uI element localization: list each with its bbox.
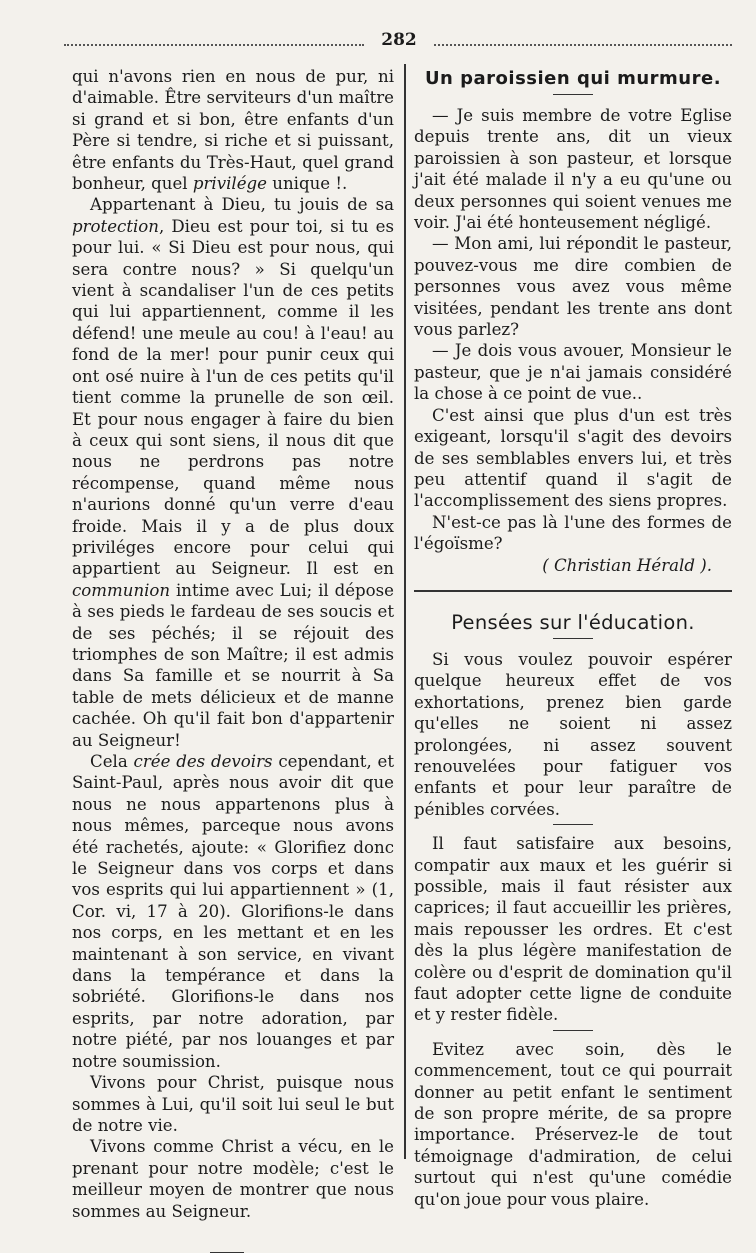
paragraph	[414, 833, 732, 1026]
page-header	[64, 30, 732, 56]
paragraph	[414, 405, 732, 512]
italic-text: communion	[72, 580, 171, 600]
text-run: Evitez avec soin, dès le commencement, tout ce qui pourrait donner au petit enfant le sentiment de son propre mérite, de sa propre importance. Préservez-le de tout témoignage d'admiration, de celui surtout qui n'est qu'une comédie qu'on joue pour vous plaire.	[414, 1039, 732, 1209]
text-run: Appartenant à Dieu, tu jouis de sa	[90, 195, 394, 215]
title-rule	[553, 638, 593, 639]
text-run: qui n'avons rien en nous de pur, ni d'aimable. Être serviteurs d'un maître si grand et si bon, être enfants d'un Père si tendre, si riche et si puissant, être enfants du Très-Haut, quel grand bonheur, quel	[72, 67, 394, 194]
text-run: — Je suis membre de votre Eglise depuis trente ans, dit un vieux paroissien à son pasteur, et lorsque j'ait été malade il n'y a eu qu'une ou deux personnes qui soient venues me voir. J'ai été honteusement négligé.	[414, 106, 732, 233]
italic-text: privilége	[192, 174, 267, 194]
italic-text: crée des devoirs	[133, 752, 273, 771]
text-run: C'est ainsi que plus d'un est très exigeant, lorsqu'il s'agit des devoirs de ses semblables envers lui, et très peu attentif quand il s'agit de l'accomplissement des siens propres.	[414, 405, 732, 511]
paragraph	[72, 1136, 394, 1222]
article-body	[414, 105, 732, 555]
article-body	[414, 649, 732, 1210]
italic-text: protection	[72, 216, 159, 236]
header-dotted-rule-right	[434, 44, 732, 46]
paragraph	[414, 340, 732, 404]
section-rule	[553, 1030, 593, 1031]
text-run: cependant, et Saint-Paul, après nous avoir dit que nous ne nous appartenons plus à nous mêmes, parceque nous avons été rachetés, ajoute: « Glorifiez donc le Seigneur dans vos corps et dans vos esprits qui lui appartiennent » (1, Cor. vi, 17 à 20). Glorifions-le dans nos corps, en les mettant et en les maintenant à son service, en vivant dans la tempérance et dans la sobriété. Glorifions-le dans nos esprits, par notre adoration, par notre piété, par nos louanges et par notre soumission.	[72, 752, 395, 1071]
text-run: — Mon ami, lui répondit le pasteur, pouvez-vous me dire combien de personnes vous avez vous même visitées, pendant les trente ans dont vous parlez?	[414, 234, 732, 340]
text-run: Si vous voulez pouvoir espérer quelque heureux effet de vos exhortations, prenez bien garde qu'elles ne soient ni assez prolongées, ni assez souvent renouvelées pour fatiguer vos enfants et pour leur paraître de pénibles corvées.	[414, 649, 732, 819]
text-run: unique !.	[267, 174, 348, 194]
right-column	[414, 66, 732, 1210]
text-run: Il faut satisfaire aux besoins, compatir aux maux et les guérir si possible, mais il faut résister aux caprices; il faut accueillir les prières, mais repousser les ordres. Et c'est dès la plus légère manifestation de colère ou d'esprit de domination qu'il faut adopter cette ligne de conduite et y rester fidèle.	[414, 834, 732, 1025]
header-dotted-rule-left	[64, 44, 364, 46]
paragraph	[72, 194, 394, 751]
text-run: Cela	[90, 752, 134, 771]
paragraph	[414, 1039, 732, 1210]
title-rule	[553, 94, 593, 95]
paragraph	[414, 512, 732, 555]
text-run: N'est-ce pas là l'une des formes de l'égoïsme?	[414, 512, 732, 554]
paragraph	[72, 1072, 394, 1136]
text-run: intime avec Lui; il dépose à ses pieds le fardeau de ses soucis et de ses péchés; il se réjouit des triomphes de son Maître; il est admis dans Sa famille et se nourrit à Sa table de mets délicieux et de manne cachée. Oh qu'il fait bon d'appartenir au Seigneur!	[72, 580, 394, 750]
paragraph	[414, 649, 732, 820]
article-attribution: ( Christian Hérald ).	[542, 555, 712, 575]
text-run: , Dieu est pour toi, si tu es pour lui. « Si Dieu est pour nous, qui sera contre nous? » Si quelqu'un vient à scandaliser l'un de ces petits qui lui appartiennent, comme il les défend! une meule au cou! à l'eau! au fond de la mer! pour punir ceux qui ont osé nuire à l'un de ces petits qu'il tient comme la prunelle de son œil. Et pour nous engager à faire du bien à ceux qui sont siens, il nous dit que nous ne perdrons pas notre récompense, quand même nous n'aurions donné qu'un verre d'eau froide. Mais il y a de plus doux priviléges encore pour celui qui appartient au Seigneur. Il est en	[72, 216, 394, 579]
left-column	[72, 66, 394, 1253]
paragraph	[414, 105, 732, 233]
paragraph	[72, 751, 394, 1072]
article-title: Pensées sur l'éducation.	[451, 610, 695, 634]
text-run: Vivons comme Christ a vécu, en le prenant pour notre modèle; c'est le meilleur moyen de montrer que nous sommes au Seigneur.	[72, 1137, 394, 1221]
paragraph	[72, 66, 394, 194]
text-run: — Je dois vous avouer, Monsieur le pasteur, que je n'ai jamais considéré la chose à ce point de vue..	[414, 341, 732, 404]
column-divider	[404, 64, 406, 1159]
section-rule	[553, 824, 593, 825]
paragraph	[414, 233, 732, 340]
left-column-text	[72, 66, 394, 1222]
article-title: Un paroissien qui murmure.	[424, 68, 722, 89]
text-run: Vivons pour Christ, puisque nous sommes à Lui, qu'il soit lui seul le but de notre vie.	[72, 1073, 394, 1135]
article-separator	[414, 590, 732, 592]
page-number: 282	[381, 30, 417, 50]
